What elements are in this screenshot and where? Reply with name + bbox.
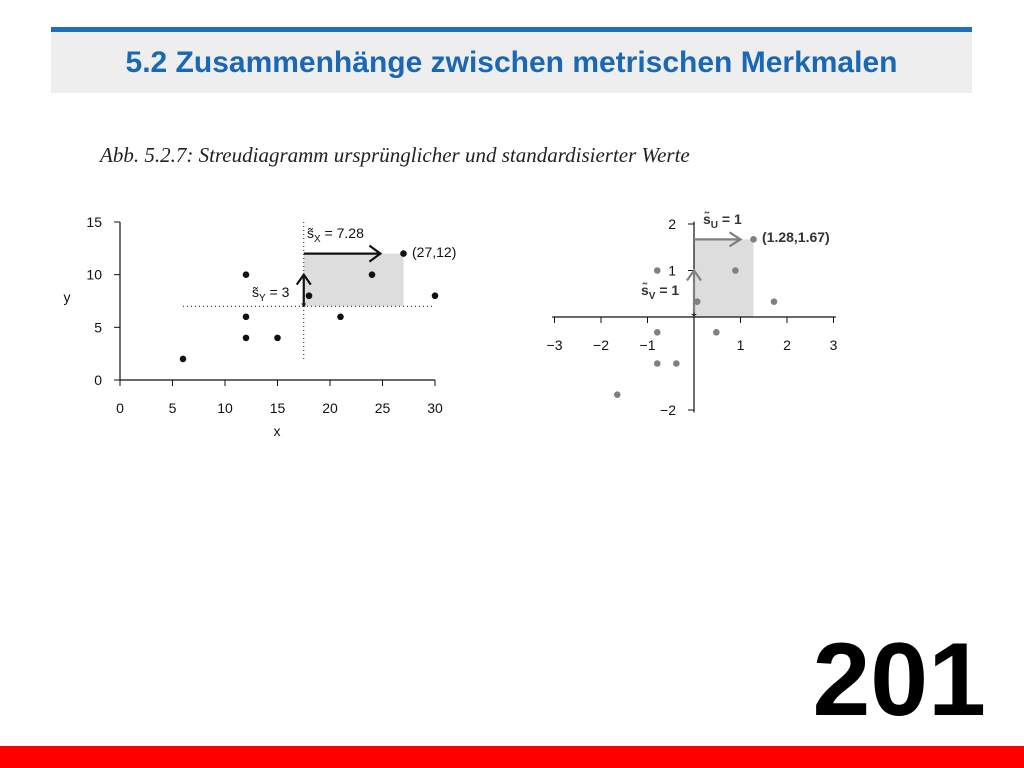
mean-marker: * xyxy=(301,298,307,315)
v-tick-label: −2 xyxy=(660,402,676,418)
sy-label: $s̃_Y = 3$ xyxy=(252,284,290,304)
y-axis-title: y xyxy=(63,289,71,305)
page-title: 5.2 Zusammenhänge zwischen metrischen Merkmalen xyxy=(125,46,898,79)
data-point xyxy=(243,314,250,321)
y-tick-label: 5 xyxy=(94,319,102,336)
u-tick-label: 2 xyxy=(783,337,791,353)
data-point xyxy=(243,271,250,278)
data-point xyxy=(771,298,778,305)
data-point xyxy=(243,335,250,342)
u-tick-label: −3 xyxy=(546,337,563,353)
data-point xyxy=(400,250,407,257)
data-point xyxy=(732,267,739,274)
data-point xyxy=(694,298,701,305)
point-label: (1.28,1.67) xyxy=(762,229,830,245)
su-label: $s̃_U = 1$ xyxy=(703,211,742,231)
v-tick-label: 2 xyxy=(668,216,676,232)
x-axis-title: x xyxy=(273,423,281,439)
data-point xyxy=(274,335,281,342)
data-point xyxy=(432,292,439,299)
data-point xyxy=(654,329,661,336)
u-tick-label: 3 xyxy=(829,337,838,353)
x-tick-label: 0 xyxy=(116,400,124,416)
sx-label: $s̃_X = 7.28$ xyxy=(307,225,364,245)
u-tick-label: −1 xyxy=(639,337,656,353)
x-tick-label: 10 xyxy=(217,400,233,416)
data-point xyxy=(654,267,661,274)
x-tick-label: 20 xyxy=(322,400,338,416)
y-tick-label: 15 xyxy=(86,214,102,230)
data-point xyxy=(180,356,187,363)
data-point xyxy=(673,360,680,367)
u-tick-label: −2 xyxy=(593,337,609,353)
std-rect-2 xyxy=(694,239,754,317)
data-point xyxy=(614,391,621,398)
data-point xyxy=(713,329,720,336)
x-tick-label: 5 xyxy=(168,400,177,416)
x-tick-label: 15 xyxy=(269,400,286,416)
x-tick-label: 25 xyxy=(374,400,391,416)
page-number: 201 xyxy=(812,622,986,738)
y-tick-label: 0 xyxy=(94,372,102,388)
mean-marker: * xyxy=(691,309,697,325)
x-tick-label: 30 xyxy=(427,400,443,416)
v-tick-label: 1 xyxy=(668,262,676,279)
data-point xyxy=(654,360,661,367)
u-tick-label: 1 xyxy=(736,337,745,353)
data-point xyxy=(306,292,313,299)
y-tick-label: 10 xyxy=(86,266,102,283)
sv-label: $s̃_V = 1$ xyxy=(641,282,680,302)
footer-bar xyxy=(0,746,1024,768)
figure-caption: Abb. 5.2.7: Streudiagramm ursprünglicher und standardisierter Werte xyxy=(100,143,690,167)
std-rect xyxy=(304,254,404,307)
data-point xyxy=(369,271,376,278)
data-point xyxy=(337,314,344,321)
point-label: (27,12) xyxy=(412,244,457,260)
data-point xyxy=(750,236,757,243)
